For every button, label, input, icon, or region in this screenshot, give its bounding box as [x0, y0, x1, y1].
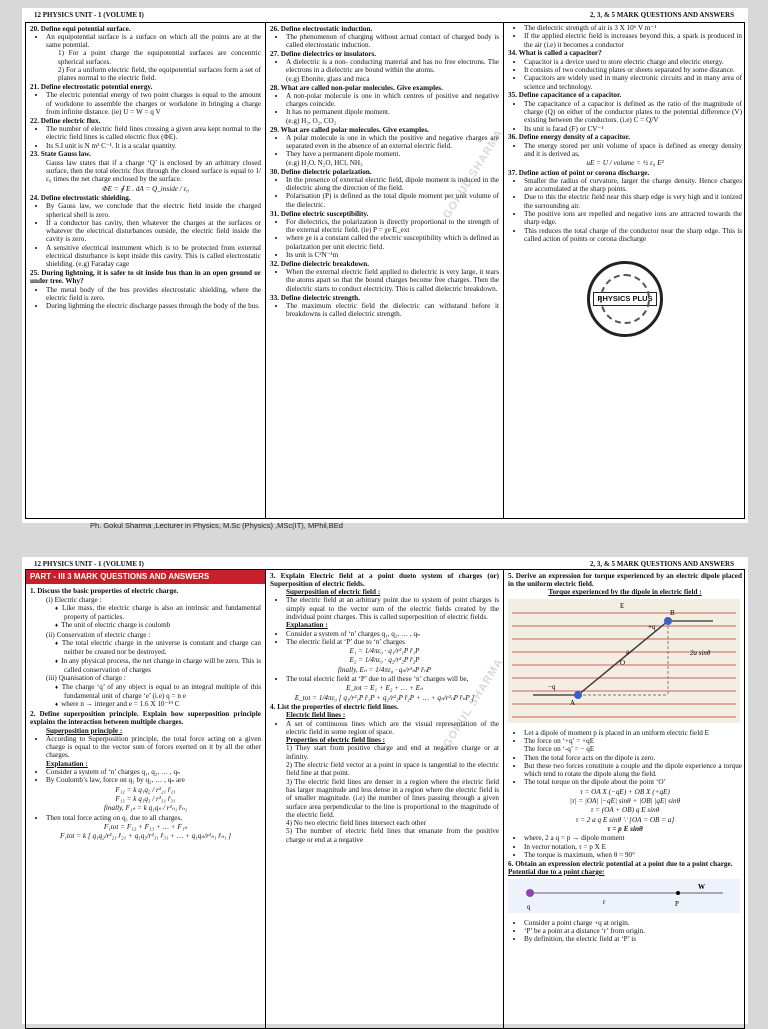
- question-25: 25. During lightning, it is safer to sit inside bus than in an open ground or under tree. Why?: [30, 269, 261, 286]
- question-24: 24. Define electrostatic shielding.: [30, 193, 131, 202]
- label-field: E: [620, 602, 625, 611]
- subheading: (iii) Quanisation of charge :: [46, 674, 126, 683]
- answer-bullet: • The force on ‘+q’ = +qE: [524, 737, 742, 745]
- equation: E₂ = 1/4πε₀ · q₂/r²₂P r̂₂P: [349, 656, 420, 665]
- positive-charge: [664, 617, 672, 625]
- subheading: (i) Electric charge :: [46, 595, 102, 604]
- equation: τ = p E sinθ: [607, 824, 643, 833]
- column-1: [26, 23, 266, 518]
- answer-point: ♦ The total electric charge in the universe is constant and charge can neither be created nor be destroyed.: [64, 639, 261, 657]
- answer-bullet: • Consider a system of ‘n’ charges q₁, q₂, … , qₙ: [286, 630, 499, 638]
- answer-bullet: • By Coulomb’s law, force on q₁ by q₂, … , qₙ are: [46, 776, 261, 784]
- answer-item: 1) For a point charge the equipotential surfaces are concentric spherical surfaces.: [58, 49, 261, 66]
- answer-bullet: • The torque is maximum, when θ = 90°: [524, 851, 742, 859]
- column-3: [504, 570, 746, 1028]
- equation: E_tot = 1/4πε₀ [ q₁/r²₁P r̂₁P + q₂/r²₂P r̂₂P + … + qₙ/r²ₙP r̂ₙP ]: [294, 693, 475, 702]
- point-charge-figure: [508, 879, 740, 913]
- answer-bullet: • The total torque on the dipole about the point ‘O’: [524, 778, 742, 786]
- answer-bullet: • The phenomenon of charging without actual contact of charged body is called electrostatic induction.: [286, 33, 499, 50]
- answer-text: The force on ‘-q’ = − qE: [524, 745, 595, 754]
- answer-bullet: • A dielectric is a non- conducting material and has no free electrons. The electrons in a dielectric are bound within the atoms.: [286, 58, 499, 75]
- question-32: 32. Define dielectric breakdown.: [270, 259, 370, 268]
- subheading: Explanation :: [46, 759, 88, 768]
- answer-bullet: • During lightning the electric discharge passes through the body of the bus.: [46, 302, 261, 310]
- answer-bullet: • Consider a point charge +q at origin.: [524, 919, 742, 927]
- answer-bullet: • where, 2 a q = p → dipole moment: [524, 834, 742, 842]
- document-page-2: [22, 557, 748, 1024]
- physics-plus-logo: [587, 261, 663, 337]
- question-3: 3. Explain Electric field at a point dueto system of charges (or) Superposition of electric fields.: [270, 571, 499, 588]
- answer-bullet: • The electric field at an arbitrary point due to system of point charges is simply equal to the vector sum of the electric fields created by the individual point charges. This is called superposition of electric fields.: [286, 596, 499, 621]
- answer-bullet: • An equipotential surface is a surface on which all the points are at the same potential.: [46, 33, 261, 50]
- energy-density-equation: uE = U / volume = ½ ε₀ E²: [586, 159, 664, 168]
- answer-point: ♦ Like mass, the electric charge is also an intrinsic and fundamental property of particles.: [64, 604, 261, 622]
- answer-bullet: • If a conductor has cavity, then whatever the charges at the surfaces or whatever the electrical disturbances outside, the electric field inside the cavity is zero.: [46, 219, 261, 244]
- label-a: a: [626, 648, 630, 657]
- answer-bullet: • But these two forces constitute a couple and the dipole experience a torque which tend to rotate the dipole along the field.: [524, 762, 742, 779]
- answer-bullet: • The electric field at ‘P’ due to ‘n’ charges: [286, 638, 499, 646]
- answer-bullet: • It consists of two conducting plates or sheets separated by some distance.: [524, 66, 742, 74]
- answer-bullet: • A non-polar molecule is one in which centres of positive and negative charges coincide.: [286, 92, 499, 109]
- answer-bullet: • Its S.I unit is N m² C⁻¹. It is a scalar quantity.: [46, 142, 261, 150]
- equation: finally, Eₙ = 1/4πε₀ · qₙ/r²ₙP r̂ₙP: [337, 665, 432, 674]
- question-31: 31. Define electric susceptibility.: [270, 209, 369, 218]
- answer-bullet: • The maximum electric field the dielectric can withstand before it breakdowns is called dielectric strength.: [286, 302, 499, 319]
- question-28: 28. What are called non-polar molecules. Give examples.: [270, 83, 443, 92]
- equation: F₁tot = k [ q₁q₂/r²₂₁ r̂₂₁ + q₁q₃/r²₃₁ r̂₃₁ + … + q₁qₙ/r²ₙ₁ r̂ₙ₁ ]: [59, 832, 232, 841]
- column-3: [504, 23, 746, 518]
- answer-item: 2) For a uniform electric field, the equipotential surfaces form a set of planes normal to the electric field.: [58, 65, 261, 83]
- question-27: 27. Define dielectrics or insulators.: [270, 49, 377, 58]
- answer-bullet: • ‘P’ be a point at a distance ‘r’ from origin.: [524, 927, 742, 935]
- equation: τ = OA X (−qE) + OB X (+qE): [580, 787, 670, 796]
- answer-bullet: • Capacitors are widely used in many electronic circuits and in many area of science and technology.: [524, 74, 742, 91]
- equation: τ = 2 a q E sinθ ∵ [OA = OB = a]: [575, 815, 675, 824]
- equation: finally, F₁ₙ = k q₁qₙ / r²ₙ₁ r̂ₙ₁: [103, 804, 188, 813]
- question-4: 4. List the properties of electric field lines.: [270, 702, 399, 711]
- answer-bullet: • In vector notation, τ = p X E: [524, 843, 742, 851]
- watermark: GOKUL SHARMA: [441, 656, 506, 750]
- answer-bullet: • The electric potential energy of two point charges is equal to the amount of workdone to assemble the charges or workdone in bringing a charge from infinite distance. (ie) U = W = q V: [46, 91, 261, 116]
- question-29: 29. What are called polar molecules. Give examples.: [270, 125, 429, 134]
- question-22: 22. Define electric flux.: [30, 116, 101, 125]
- label-2asin: 2a sinθ: [690, 649, 711, 658]
- question-5: 5. Derive an expression for torque experienced by an electric dipole placed in the uniform electric field.: [508, 571, 742, 588]
- answer-bullet: • Consider a system of ‘n’ charges q₁, q₂, … , qₙ: [46, 768, 261, 776]
- answer-text: (e.g) H₂O, N₂O, HCl, NH₃: [286, 158, 363, 167]
- label-neg: −q: [548, 683, 556, 692]
- header-left: 12 PHYSICS UNIT - 1 (VOLUME I): [34, 11, 144, 19]
- answer-bullet: • By Gauss law, we conclude that the electric field inside the charged spherical shell is zero.: [46, 202, 261, 219]
- subheading: Electric field lines :: [286, 711, 346, 720]
- equation: |τ| = |OA| |−qE| sinθ + |OB| |qE| sinθ: [569, 797, 681, 806]
- document-page-1: [22, 8, 748, 523]
- answer-bullet: • A set of continuous lines which are the visual representation of the electric field in some region of space.: [286, 720, 499, 737]
- answer-bullet: • Smaller the radius of curvature, larger the charge density. Hence charges are accumulated at the sharp points.: [524, 177, 742, 194]
- answer-text: Gauss law states that if a charge ‘Q’ is enclosed by an arbitrary closed surface, then the total electric flux through the closed surface is equal to 1/ε₀ times the net charge enclosed by the surface.: [46, 158, 261, 184]
- label-W: W: [698, 883, 705, 892]
- answer-bullet: • The number of electric field lines crossing a given area kept normal to the electric field lines is called electric flux (ΦE).: [46, 125, 261, 142]
- equation: τ = (OA + OB) q E sinθ: [590, 806, 660, 815]
- question-2: 2. Define superposition principle. Explain how superposition principle explains the interaction between multiple charges.: [30, 709, 261, 727]
- label-O: O: [620, 659, 626, 668]
- header-right: 2, 3, & 5 MARK QUESTIONS AND ANSWERS: [589, 11, 734, 19]
- question-21: 21. Define electrostatic potential energy.: [30, 83, 153, 92]
- equation: E_tot = E₁ + E₂ + … + Eₙ: [346, 684, 423, 693]
- answer-bullet: • By definition, the electric field at ‘P’ is: [524, 935, 742, 943]
- answer-text: (e.g) Ebonite, glass and mica: [286, 74, 370, 83]
- question-33: 33. Define dielectric strength.: [270, 293, 360, 302]
- answer-bullet: • The energy stored per unit volume of space is defined as energy density and it is derived as,: [524, 142, 742, 159]
- answer-bullet: • Polarisation (P) is defined as the total dipole moment per unit volume of the dielectric.: [286, 192, 499, 209]
- subheading: (ii) Conservation of electric charge :: [46, 630, 151, 639]
- answer-bullet: • Due to this the electric field near this sharp edge is very high and it ionized the surrounding air.: [524, 193, 742, 210]
- answer-bullet: • The capacitance of a capacitor is defined as the ratio of the magnitude of charge (Q) on either of the conductor plates to the potential difference (V) existing between the conductors. (i.e) C = Q/V: [524, 100, 742, 125]
- answer-bullet: • They have a permanent dipole moment.: [286, 150, 499, 158]
- answer-bullet: • where χe is a constant called the electric susceptibility which is defined as polarization per unit electric field.: [286, 234, 499, 251]
- subheading: Torque experienced by the dipole in electric field :: [548, 588, 702, 597]
- answer-item: 2) The electric field vector at a point in space is tangential to the electric field line at that point.: [286, 761, 499, 778]
- point-charge: [526, 889, 534, 897]
- answer-bullet: • If the applied electric field is increases beyond this, a spark is produced in the air (i.e) it becomes a conductor: [524, 32, 742, 49]
- content-frame: [25, 569, 745, 1029]
- answer-bullet: • The positive ions are repelled and negative ions are attracted towards the sharp edge.: [524, 210, 742, 227]
- content-frame: [25, 22, 745, 519]
- question-20: 20. Define equi potential surface.: [30, 24, 131, 33]
- answer-bullet: • The dielectric strength of air is 3 X 10⁶ V m⁻¹: [524, 24, 742, 32]
- column-2: [266, 570, 504, 1028]
- answer-bullet: • A polar molecule is one in which the positive and negative charges are separated even in the absence of an external electric field.: [286, 134, 499, 151]
- question-30: 30. Define dielectric polarization.: [270, 167, 372, 176]
- answer-bullet: • Its unit is farad (F) or CV⁻¹: [524, 125, 742, 133]
- question-34: 34. What is called a capacitor?: [508, 49, 602, 58]
- equation: F₁tot = F₁₂ + F₁₃ + … + F₁ₙ: [103, 822, 188, 831]
- label-r: r: [603, 898, 606, 907]
- dipole-in-field-figure: [508, 599, 740, 723]
- point-P: [676, 891, 680, 895]
- question-6: 6. Obtain an expression electric potential at a point due to a point charge.: [508, 859, 733, 868]
- gauss-equation: ΦE = ∮ E . dA = Q_inside / ε₀: [102, 184, 189, 193]
- answer-bullet: • It has no permanent dipole moment.: [286, 108, 499, 116]
- subheading: Superposition principle :: [46, 726, 123, 735]
- answer-bullet: • Then the total force acts on the dipole is zero.: [524, 754, 742, 762]
- subheading: Properties of electric field lines :: [286, 736, 386, 745]
- answer-bullet: • When the external electric field applied to dielectric is very large, it tears the atoms apart so that the bound charges become free charges. Then the dielectric starts to conduct electricity. This is called dielectric breakdown.: [286, 268, 499, 293]
- question-1: 1. Discuss the basic properties of electric charge.: [30, 587, 179, 596]
- label-q: q: [527, 903, 531, 912]
- header-left: 12 PHYSICS UNIT - 1 (VOLUME I): [34, 560, 144, 568]
- answer-item: 1) They start from positive charge and end at negative charge or at infinity.: [286, 744, 499, 761]
- subheading: Explanation :: [286, 621, 328, 630]
- answer-bullet: • Then total force acting on q₁ due to all charges,: [46, 814, 261, 822]
- question-37: 37. Define action of point or corona discharge.: [508, 168, 650, 177]
- answer-text: (e.g) H₂, O₂, CO₂: [286, 116, 337, 125]
- answer-bullet: • This reduces the total charge of the conductor near the sharp edge. This is called action of points or corona discharge: [524, 227, 742, 244]
- answer-bullet: • In the presence of external electric field, dipole moment is induced in the dielectric along the direction of the field.: [286, 176, 499, 193]
- logo-text: PHYSICS PLUS: [593, 292, 656, 306]
- label-pos: +q: [648, 623, 656, 632]
- label-P: P: [675, 900, 679, 909]
- answer-bullet: • For dielectrics, the polarization is directly proportional to the strength of the external electric field. (ie) P = χe E_ext: [286, 218, 499, 235]
- answer-bullet: • Its unit is C²N⁻¹m: [286, 251, 499, 259]
- part-title-banner: PART - III 3 MARK QUESTIONS AND ANSWERS: [26, 570, 265, 584]
- label-B: B: [670, 609, 675, 618]
- question-35: 35. Define capacitance of a capacitor.: [508, 91, 622, 100]
- answer-item: 5) The number of electric field lines that emanate from the positive charge or end at a negative: [286, 827, 499, 844]
- column-1: [26, 570, 266, 1028]
- subheading: Superposition of electric field :: [286, 588, 381, 597]
- label-A: A: [570, 699, 576, 708]
- answer-bullet: • Let a dipole of moment p is placed in an uniform electric field E: [524, 729, 742, 737]
- answer-item: 4) No two electric field lines intersect each other: [286, 819, 427, 828]
- question-23: 23. State Gauss law.: [30, 150, 91, 159]
- answer-item: 3) The electric field lines are denser in a region where the electric field has larger magnitude and less dense in a region where the electric field is of smaller magnitude. (i.e) the number of lines passing through a given surface area perpendicular to the line is proportional to the magnitude of the electric field.: [286, 777, 499, 819]
- answer-bullet: • A sensitive electrical instrument which is to be protected from external electrical disturbance is kept inside this cavity. This is called electrostatic shielding. (e.g) Faraday cage: [46, 244, 261, 269]
- watermark: GOKUL SHARMA: [441, 127, 506, 221]
- subheading: Potential due to a point charge:: [508, 867, 605, 876]
- equation: E₁ = 1/4πε₀ · q₁/r²₁P r̂₁P: [349, 647, 420, 656]
- answer-bullet: • Capacitor is a device used to store electric charge and electric energy.: [524, 58, 742, 66]
- answer-point: ♦ The charge ‘q’ of any object is equal to an integral multiple of this fundamental unit of charge ‘e’ (i.e) q = n e: [64, 683, 261, 701]
- page-footer: Ph. Gokul Sharma ,Lecturer in Physics, M.Sc (Physics) ,MSc(IT), MPhil,BEd: [90, 521, 343, 530]
- answer-point: ♦ In any physical process, the net change in charge will be zero. This is called conservation of charges: [64, 657, 261, 675]
- column-2: [266, 23, 504, 518]
- figure-background: [508, 879, 740, 913]
- answer-bullet: • According to Superposition principle, the total force acting on a given charge is equal to the vector sum of forces exerted on it by all the other charges.: [46, 735, 261, 760]
- answer-point: ♦ where n → integer and e = 1.6 X 10⁻¹⁹ C: [64, 700, 261, 709]
- question-26: 26. Define electrostatic induction.: [270, 24, 373, 33]
- equation: F₁₃ = k q₁q₃ / r²₃₁ r̂₃₁: [115, 794, 176, 803]
- answer-bullet: • The total electric field at ‘P’ due to all these ‘n’ charges will be,: [286, 675, 499, 683]
- negative-charge: [574, 691, 582, 699]
- header-right: 2, 3, & 5 MARK QUESTIONS AND ANSWERS: [589, 560, 734, 568]
- equation: F₁₂ = k q₁q₂ / r²₂₁ r̂₂₁: [115, 785, 176, 794]
- question-36: 36. Define energy density of a capacitor.: [508, 133, 630, 142]
- answer-point: ♦ The unit of electric charge is coulomb: [64, 621, 261, 630]
- answer-bullet: • The metal body of the bus provides electrostatic shielding, where the electric field is zero.: [46, 286, 261, 303]
